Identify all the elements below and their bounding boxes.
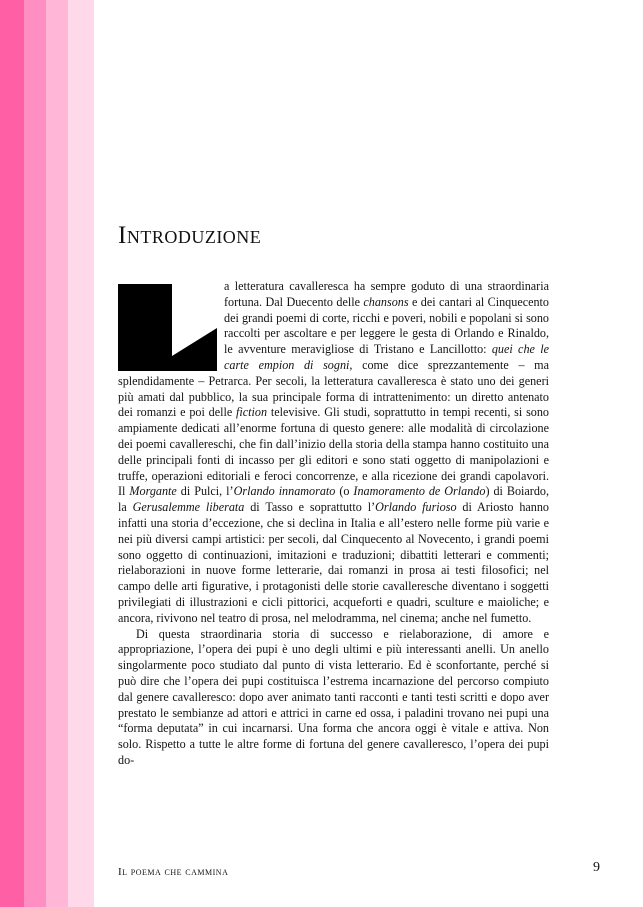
chapter-title: Introduzione <box>118 222 262 249</box>
stripe-4 <box>68 0 94 907</box>
italic-run: quei che le carte empion di sogni <box>224 342 549 372</box>
dropcap-space <box>118 279 224 373</box>
stripe-2 <box>24 0 46 907</box>
stripe-3 <box>46 0 68 907</box>
italic-run: Orlando furioso <box>375 500 457 515</box>
italic-run: Inamoramento de Orlando <box>353 484 486 499</box>
running-footer-title: Il poema che cammina <box>118 866 229 878</box>
italic-run: Gerusalemme liberata <box>132 500 245 515</box>
decorative-side-stripes <box>0 0 94 907</box>
stripe-1 <box>0 0 24 907</box>
italic-run: chansons <box>363 294 409 309</box>
italic-run: fiction <box>236 405 268 420</box>
italic-run: Orlando innamorato <box>233 484 336 499</box>
paragraph-1: a letteratura cavalleresca ha sempre goduto di una straordinaria fortuna. Dal Duecento delle chansons e dei cantari al Cinquecento dei grandi poemi di corte, ricchi e poveri, nobili e popolani si sono raccolti per ascoltare e per leggere le gesta di Orlando e Rinaldo, le avventure meravigliose di Tristano e Lancillotto: quei che le carte empion di sogni, come dice sprezzantemente – ma splendidamente – Petrarca. Per secoli, la letteratura cavalleresca è stato uno dei generi più amati dal pubblico, la sua principale forma di intrattenimento: un diretto antenato dei romanzi e poi delle fiction televisive. Gli studi, soprattutto in tempi recenti, si sono ampiamente dedicati all’enorme fortuna di questo genere: alle modalità di circolazione dei poemi cavallereschi, che fin dall’inizio della storia della stampa hanno costituito una delle principali fonti di incasso per gli editori e sono stati oggetto di manipolazioni e truffe, operazioni editoriali e feroci concorrenze, e alla ricezione dei grandi capolavori. Il Morgante di Pulci, l’Orlando innamorato (o Inamoramento de Orlando) di Boiardo, la Gerusalemme liberata di Tasso e soprattutto l’Orlando furioso di Ariosto hanno infatti una storia d’eccezione, che si declina in Italia e all’estero nelle forme più varie e nei più diversi campi artistici: per secoli, dal Cinquecento al Novecento, i grandi poemi sono oggetto di continuazioni, imitazioni e traduzioni; dibattiti letterari e commenti; rielaborazioni in nuove forme letterarie, dai romanzi in prosa ai testi filosofici; nel campo delle arti figurative, i protagonisti delle storie cavalleresche diventano i soggetti privilegiati di illustrazioni e cicli pittorici, acqueforti e quadri, sculture e maioliche; e ancora, rivivono nel teatro di prosa, nel melodramma, nel cinema; anche nel fumetto. <box>118 279 550 625</box>
italic-run: Morgante <box>129 484 177 499</box>
page-number: 9 <box>593 860 600 875</box>
body-text <box>118 279 549 769</box>
paragraph-2: Di questa straordinaria storia di successo e rielaborazione, di amore e appropriazione, l’opera dei pupi è uno degli ultimi e più interessanti anelli. Un anello singolarmente poco studiato dal punto di vista letterario. Ed è sconfortante, perché si può dire che l’opera dei pupi costituisca l’estrema incarnazione del percorso compiuto dal genere cavalleresco: dopo aver animato tanti racconti e tanti testi scritti e dopo aver prestato le sembianze ad attori e attrici in carne ed ossa, i paladini trovano nei pupi una “forma deputata” in cui incarnarsi. Una forma che ancora oggi è vitale e attiva. Non solo. Rispetto a tutte le altre forme di fortuna del genere cavalleresco, l’opera dei pupi do- <box>118 626 549 767</box>
